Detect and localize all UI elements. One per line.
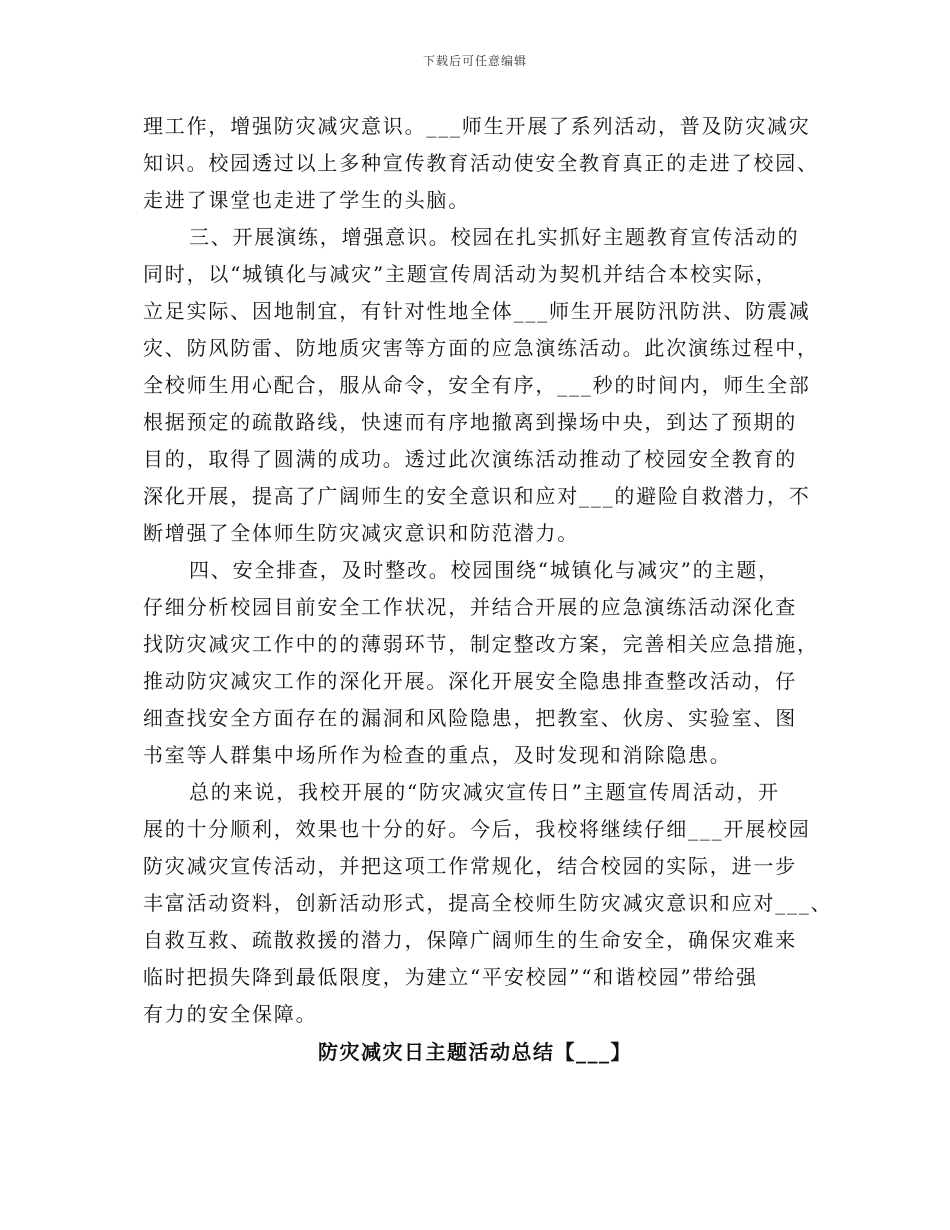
text-line: 断增强了全体师生防灾减灾意识和防范潜力。 xyxy=(143,521,579,545)
text-line: 走进了课堂也走进了学生的头脑。 xyxy=(143,188,470,212)
paragraph-start-line: 四、安全排查，及时整改。校园围绕“城镇化与减灾”的主题， xyxy=(189,558,780,582)
text-line: 防灾减灾宣传活动，并把这项工作常规化，结合校园的实际，进一步 xyxy=(143,854,797,878)
section-title: 防灾减灾日主题活动总结【___】 xyxy=(318,1040,632,1064)
text-line: 目的，取得了圆满的成功。透过此次演练活动推动了校园安全教育的 xyxy=(143,447,797,471)
text-line: 推动防灾减灾工作的深化开展。深化开展安全隐患排查整改活动，仔 xyxy=(143,669,797,693)
text-line: 灾、防风防雷、防地质灾害等方面的应急演练活动。此次演练过程中， xyxy=(143,336,819,360)
text-line: 丰富活动资料，创新活动形式，提高全校师生防灾减灾意识和应对___、 xyxy=(143,891,833,915)
document-body xyxy=(143,108,833,1033)
text-line: 有力的安全保障。 xyxy=(143,1002,318,1026)
text-line: 展的十分顺利，效果也十分的好。今后，我校将继续仔细___开展校园 xyxy=(143,817,811,841)
paragraph-start-line: 三、开展演练，增强意识。校园在扎实抓好主题教育宣传活动的 xyxy=(189,225,800,249)
text-line: 书室等人群集中场所作为检查的重点，及时发现和消除隐患。 xyxy=(143,743,732,767)
page-header: 下载后可任意编辑 xyxy=(422,54,527,68)
text-line: 根据预定的疏散路线，快速而有序地撤离到操场中央，到达了预期的 xyxy=(143,410,797,434)
text-line: 深化开展，提高了广阔师生的安全意识和应对___的避险自救潜力，不 xyxy=(143,484,811,508)
text-line: 临时把损失降到最低限度，为建立“平安校园”“和谐校园”带给强 xyxy=(143,965,758,989)
text-line: 仔细分析校园目前安全工作状况，并结合开展的应急演练活动深化查 xyxy=(143,595,797,619)
text-line: 细查找安全方面存在的漏洞和风险隐患，把教室、伙房、实验室、图 xyxy=(143,706,797,730)
text-line: 理工作，增强防灾减灾意识。___师生开展了系列活动，普及防灾减灾 xyxy=(143,114,811,138)
text-line: 立足实际、因地制宜，有针对性地全体___师生开展防汛防洪、防震减 xyxy=(143,299,811,323)
text-line: 自救互救、疏散救援的潜力，保障广阔师生的生命安全，确保灾难来 xyxy=(143,928,797,952)
paragraph-start-line: 总的来说，我校开展的“防灾减灾宣传日”主题宣传周活动，开 xyxy=(189,780,780,804)
text-line: 同时，以“城镇化与减灾”主题宣传周活动为契机并结合本校实际， xyxy=(143,262,778,286)
text-line: 知识。校园透过以上多种宣传教育活动使安全教育真正的走进了校园、 xyxy=(143,151,819,175)
text-line: 全校师生用心配合，服从命令，安全有序，___秒的时间内，师生全部 xyxy=(143,373,811,397)
text-line: 找防灾减灾工作中的的薄弱环节，制定整改方案，完善相关应急措施， xyxy=(143,632,819,656)
